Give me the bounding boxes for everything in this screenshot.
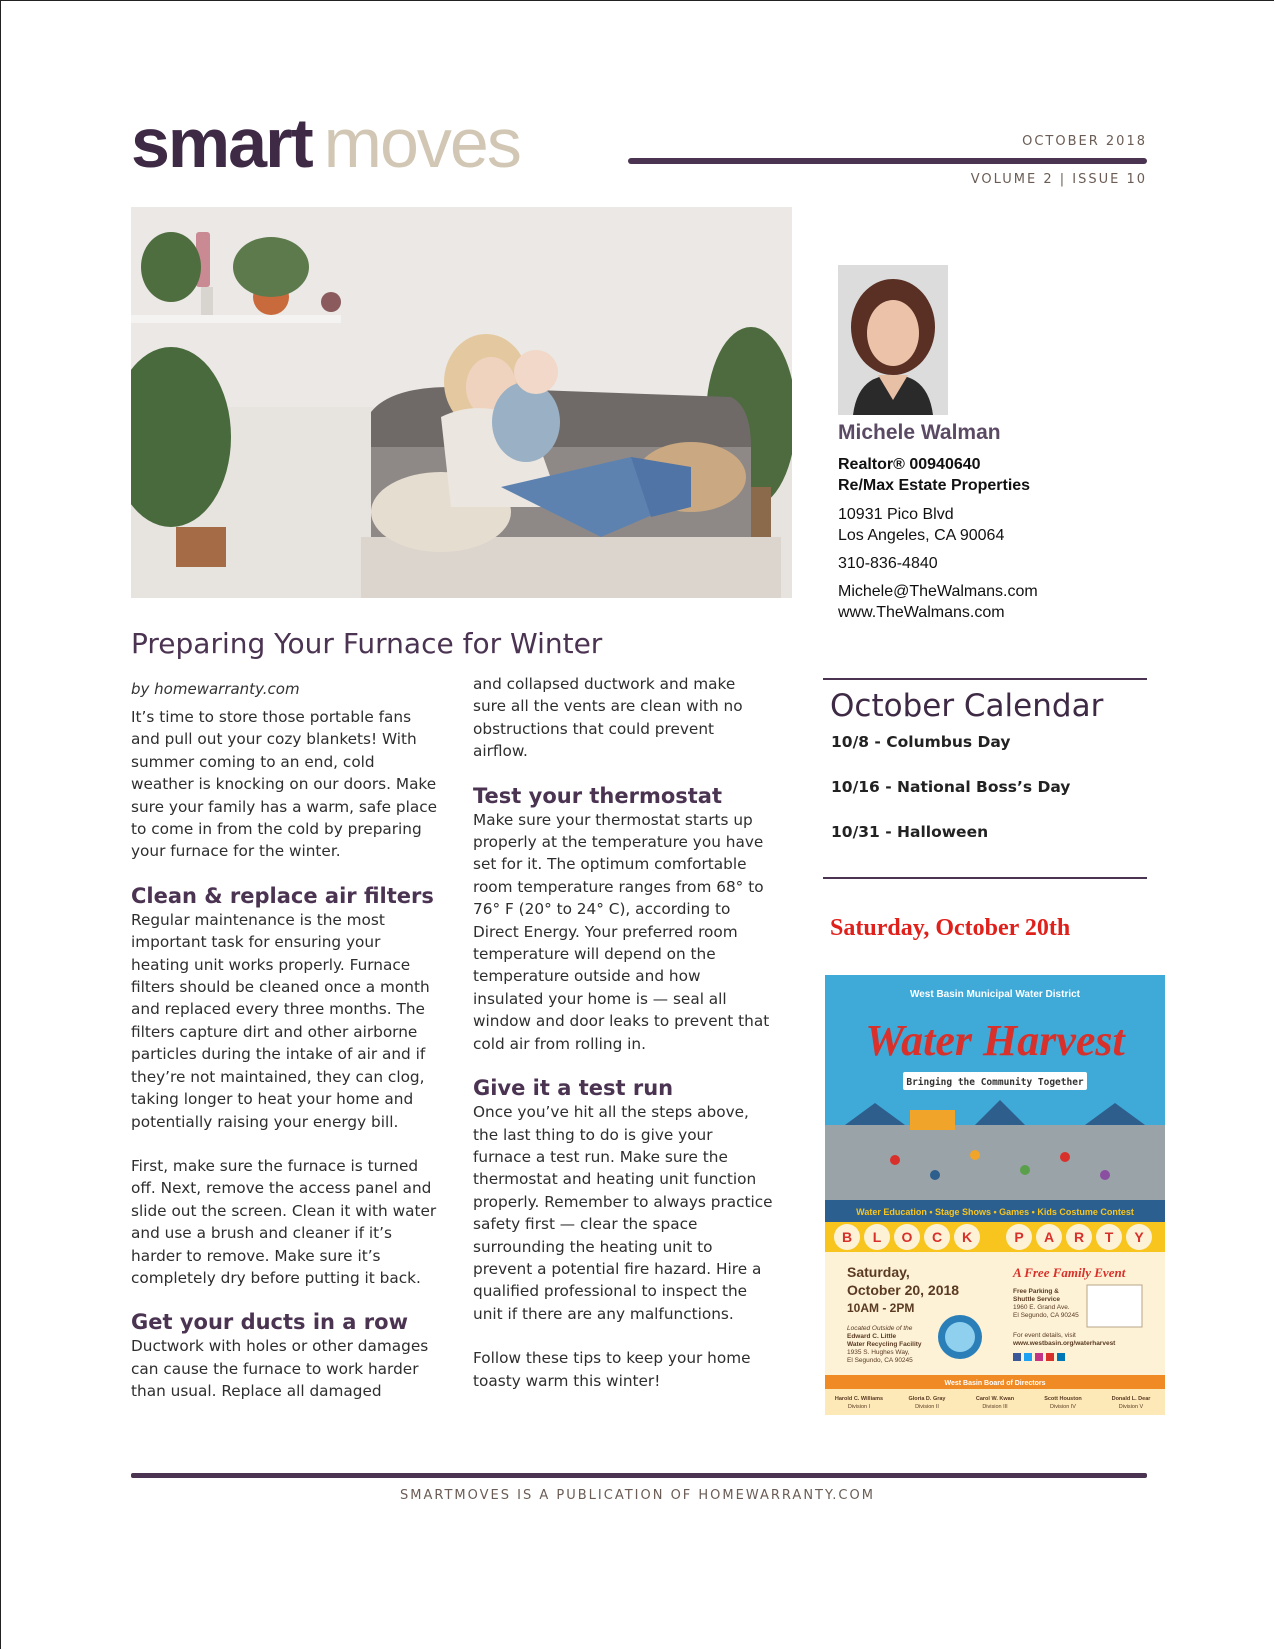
poster-block-letter: P xyxy=(1014,1229,1024,1245)
agent-address-line2: Los Angeles, CA 90064 xyxy=(838,527,1005,544)
hero-photo xyxy=(131,207,792,598)
poster-director-division: Division IV xyxy=(1050,1404,1076,1410)
poster-details-1: For event details, visit xyxy=(1013,1332,1076,1339)
poster-parking-1: Free Parking & xyxy=(1013,1288,1059,1295)
article-column-left xyxy=(131,706,439,1403)
hero-photo-illustration xyxy=(131,207,792,598)
section-filters-p2: First, make sure the furnace is turned off. Next, remove the access panel and slide out the screen. Clean it with water and use a brush and cleaner if it’s harder to remove. Make sure it’s completely dry before putting it back. xyxy=(131,1156,437,1287)
agent-address-line1: 10931 Pico Blvd xyxy=(838,506,954,523)
poster-free-event: A Free Family Event xyxy=(1013,1265,1126,1280)
agent-phone[interactable]: 310-836-4840 xyxy=(838,555,938,572)
section-heading-filters: Clean & replace air filters xyxy=(131,883,434,908)
poster-director-division: Division V xyxy=(1118,1404,1144,1410)
poster-location-1: Located Outside of the xyxy=(847,1325,913,1332)
poster-block-letter: L xyxy=(872,1229,882,1245)
poster-time: 10AM - 2PM xyxy=(847,1301,915,1315)
issue-date: OCTOBER 2018 xyxy=(1022,134,1147,149)
agent-website[interactable]: www.TheWalmans.com xyxy=(838,604,1005,621)
poster-director-division: Division I xyxy=(847,1404,871,1410)
poster-block-letter: K xyxy=(961,1229,973,1245)
calendar-rule-top xyxy=(823,678,1147,680)
poster-director-division: Division II xyxy=(915,1404,939,1410)
poster-details-2[interactable]: www.westbasin.org/waterharvest xyxy=(1013,1340,1116,1347)
poster-block-letter: A xyxy=(1043,1229,1055,1245)
article-column-right xyxy=(473,673,773,1392)
agent-name: Michele Walman xyxy=(838,421,1001,444)
poster-block-letter: T xyxy=(1104,1229,1114,1245)
poster-location-5: El Segundo, CA 90245 xyxy=(847,1357,913,1364)
section-thermostat-p1: Make sure your thermostat starts up properly at the temperature you have set for it. The optimum comfortable room temperature ranges from 68° to 76° F (20° to 24° C), according to Direct Energy. Your preferred room temperature will depend on the temperature outside and how insulated your home is — seal all window and door leaks to prevent that cold air from rolling in. xyxy=(473,810,770,1053)
agent-email[interactable]: Michele@TheWalmans.com xyxy=(838,583,1038,600)
section-heading-test-run: Give it a test run xyxy=(473,1076,674,1101)
poster-block-letter: O xyxy=(901,1229,913,1245)
poster-block-letter: C xyxy=(931,1229,943,1245)
poster-board-title: West Basin Board of Directors xyxy=(944,1380,1046,1387)
section-test-run-p1: Once you’ve hit all the steps above, the last thing to do is give your furnace a test run. Make sure the thermostat and heating unit function properly. Remember to always practice safety first — clear the space surrounding the heating unit to prevent a potential fire hazard. Hire a qualified professional to inspect the unit if there are any malfunctions. xyxy=(473,1103,773,1323)
section-heading-thermostat: Test your thermostat xyxy=(473,783,723,808)
article-intro: It’s time to store those portable fans and pull out your cozy blankets! With summer coming to an end, cold weather is knocking on our doors. Make sure your family has a warm, safe place to come in from the cold by preparing your furnace for the winter. xyxy=(131,708,438,861)
poster-date: October 20, 2018 xyxy=(847,1282,960,1298)
agent-license: Realtor® 00940640 xyxy=(838,456,981,473)
poster-director-name: Carol W. Kwan xyxy=(975,1396,1015,1402)
section-ducts-p1a: Ductwork with holes or other damages can cause the furnace to work harder than usual. Replace all damaged xyxy=(131,1337,429,1401)
masthead-logo xyxy=(131,104,520,182)
footer-credit: SMARTMOVES IS A PUBLICATION OF HOMEWARRANTY.COM xyxy=(400,1488,875,1503)
event-date-heading: Saturday, October 20th xyxy=(830,915,1071,941)
agent-headshot xyxy=(838,265,948,415)
poster-block-letter: B xyxy=(841,1229,853,1245)
poster-location-2: Edward C. Little xyxy=(847,1333,897,1340)
poster-parking-3: 1960 E. Grand Ave. xyxy=(1013,1304,1070,1311)
calendar-title: October Calendar xyxy=(830,688,1104,724)
event-poster xyxy=(825,975,1165,1415)
poster-location-4: 1935 S. Hughes Way, xyxy=(847,1349,910,1356)
logo-word-moves: moves xyxy=(323,104,520,182)
poster-director-name: Harold C. Williams xyxy=(834,1396,884,1402)
agent-company: Re/Max Estate Properties xyxy=(838,477,1031,494)
poster-title: Water Harvest xyxy=(865,1016,1125,1065)
calendar-item: 10/8 - Columbus Day xyxy=(831,733,1011,751)
poster-parking-2: Shuttle Service xyxy=(1013,1296,1060,1303)
poster-director-name: Scott Houston xyxy=(1044,1396,1082,1402)
poster-block-letter: R xyxy=(1073,1229,1085,1245)
calendar-rule-bottom xyxy=(823,877,1147,879)
article-closing: Follow these tips to keep your home toasty warm this winter! xyxy=(473,1349,751,1390)
logo-word-smart: smart xyxy=(131,104,312,182)
footer-rule xyxy=(131,1473,1147,1478)
section-heading-ducts: Get your ducts in a row xyxy=(131,1310,408,1335)
poster-director-name: Gloria D. Gray xyxy=(908,1396,946,1402)
calendar-item: 10/16 - National Boss’s Day xyxy=(831,778,1071,796)
article-byline: by homewarranty.com xyxy=(131,680,300,698)
poster-director-name: Donald L. Dear xyxy=(1111,1396,1151,1402)
poster-location-3: Water Recycling Facility xyxy=(847,1341,922,1348)
poster-tagline: Bringing the Community Together xyxy=(906,1077,1084,1088)
masthead-rule xyxy=(628,158,1147,164)
poster-day: Saturday, xyxy=(847,1264,910,1280)
section-filters-p1: Regular maintenance is the most important task for ensuring your heating unit works properly. Furnace filters should be cleaned once a month and replaced every three months. The filters capture dirt and other airborne particles during the intake of air and if they’re not maintained, they can clog, taking longer to heat your home and potentially raising your energy bill. xyxy=(131,910,430,1131)
poster-parking-4: El Segundo, CA 90245 xyxy=(1013,1312,1079,1319)
poster-org: West Basin Municipal Water District xyxy=(909,989,1081,1000)
poster-features: Water Education • Stage Shows • Games • Kids Costume Contest xyxy=(856,1207,1134,1217)
poster-director-division: Division III xyxy=(982,1404,1008,1410)
poster-block-letter: Y xyxy=(1134,1229,1144,1245)
article-title: Preparing Your Furnace for Winter xyxy=(131,627,603,660)
issue-volume: VOLUME 2 | ISSUE 10 xyxy=(970,172,1147,187)
event-poster-art xyxy=(825,975,1165,1415)
agent-headshot-illustration xyxy=(838,265,948,415)
section-ducts-p1b: and collapsed ductwork and make sure all the vents are clean with no obstructions that could prevent airflow. xyxy=(473,675,743,761)
calendar-item: 10/31 - Halloween xyxy=(831,823,989,841)
